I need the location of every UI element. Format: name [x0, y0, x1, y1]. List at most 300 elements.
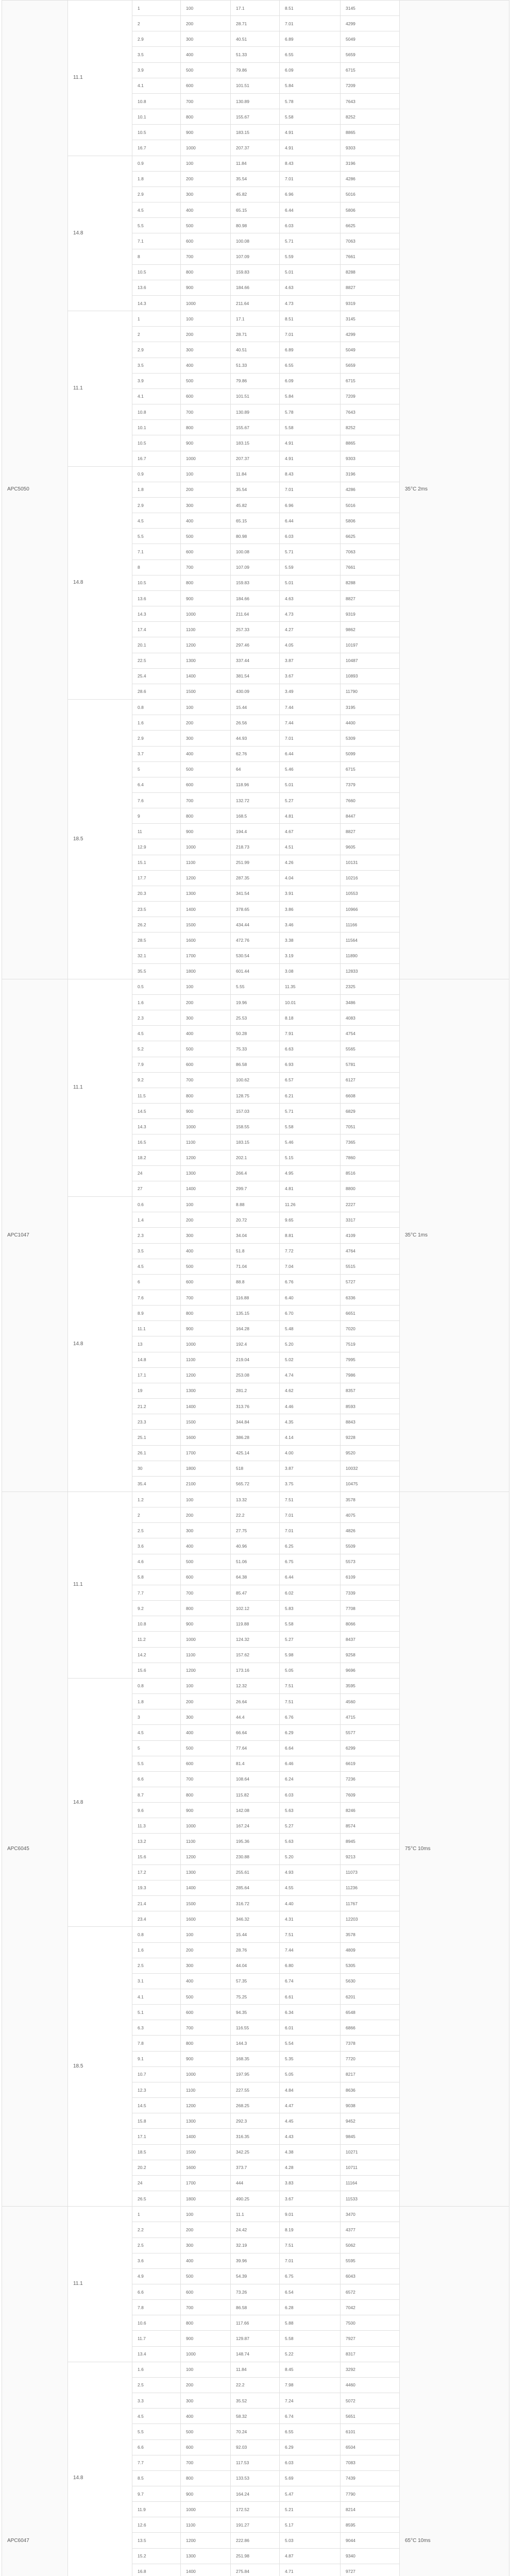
- rpm-cell: 8800: [341, 1181, 400, 1196]
- power-cell: 281.2: [231, 1383, 280, 1398]
- power-cell: 100.08: [231, 233, 280, 249]
- throttle-cell: 100: [181, 979, 231, 994]
- power-cell: 81.4: [231, 1756, 280, 1771]
- throttle-cell: 800: [181, 1306, 231, 1321]
- power-cell: 17.1: [231, 1, 280, 16]
- power-cell: 444: [231, 2175, 280, 2191]
- rpm-cell: 8595: [341, 2517, 400, 2533]
- current-cell: 13.6: [132, 590, 181, 606]
- throttle-cell: 700: [181, 93, 231, 109]
- power-cell: 167.24: [231, 1818, 280, 1834]
- current-cell: 3.1: [132, 1973, 181, 1989]
- rpm-cell: 6201: [341, 1989, 400, 2005]
- throttle-cell: 600: [181, 2439, 231, 2455]
- rpm-cell: 9862: [341, 622, 400, 637]
- efficiency-cell: 4.45: [280, 2113, 341, 2129]
- efficiency-cell: 6.21: [280, 1088, 341, 1103]
- throttle-cell: 800: [181, 109, 231, 125]
- throttle-cell: 1500: [181, 2144, 231, 2160]
- efficiency-cell: 6.24: [280, 1771, 341, 1787]
- efficiency-cell: 5.02: [280, 1352, 341, 1367]
- power-cell: 101.51: [231, 388, 280, 404]
- power-cell: 275.84: [231, 2564, 280, 2576]
- current-cell: 24: [132, 2175, 181, 2191]
- current-cell: 14.2: [132, 1647, 181, 1663]
- voltage-cell: 18.5: [68, 700, 132, 979]
- power-cell: 316.35: [231, 2129, 280, 2144]
- current-cell: 1.6: [132, 1942, 181, 1958]
- power-cell: 297.46: [231, 637, 280, 653]
- power-cell: 8.88: [231, 1197, 280, 1212]
- current-cell: 14.8: [132, 1352, 181, 1367]
- current-cell: 1.8: [132, 482, 181, 497]
- efficiency-cell: 6.74: [280, 1973, 341, 1989]
- power-cell: 230.88: [231, 1849, 280, 1865]
- current-cell: 4.5: [132, 513, 181, 529]
- rpm-cell: 7209: [341, 388, 400, 404]
- efficiency-cell: 3.87: [280, 1461, 341, 1476]
- current-cell: 2.5: [132, 2377, 181, 2393]
- current-cell: 15.2: [132, 2548, 181, 2564]
- throttle-cell: 1000: [181, 1336, 231, 1352]
- power-cell: 425.14: [231, 1445, 280, 1461]
- current-cell: 0.8: [132, 1927, 181, 1942]
- power-cell: 86.58: [231, 1057, 280, 1072]
- throttle-cell: 400: [181, 202, 231, 218]
- test-condition-cell: 35°C 2ms: [400, 1, 509, 979]
- efficiency-cell: 6.09: [280, 62, 341, 78]
- current-cell: 16.7: [132, 451, 181, 466]
- model-cell: APC6047: [2, 2207, 68, 2576]
- throttle-cell: 300: [181, 2238, 231, 2253]
- throttle-cell: 800: [181, 1787, 231, 1802]
- efficiency-cell: 4.73: [280, 606, 341, 622]
- current-cell: 10.7: [132, 2066, 181, 2082]
- current-cell: 1.8: [132, 1694, 181, 1709]
- current-cell: 10.5: [132, 125, 181, 140]
- current-cell: 7.8: [132, 2300, 181, 2315]
- throttle-cell: 200: [181, 2222, 231, 2238]
- efficiency-cell: 11.35: [280, 979, 341, 994]
- power-cell: 601.44: [231, 963, 280, 979]
- efficiency-cell: 4.63: [280, 590, 341, 606]
- efficiency-cell: 5.46: [280, 761, 341, 777]
- rpm-cell: 7995: [341, 1352, 400, 1367]
- rpm-cell: 6109: [341, 1569, 400, 1585]
- throttle-cell: 1000: [181, 839, 231, 855]
- efficiency-cell: 5.71: [280, 544, 341, 560]
- power-cell: 71.04: [231, 1259, 280, 1274]
- power-cell: 26.56: [231, 715, 280, 731]
- rpm-cell: 11564: [341, 933, 400, 948]
- efficiency-cell: 4.26: [280, 855, 341, 870]
- throttle-cell: 700: [181, 1585, 231, 1600]
- throttle-cell: 900: [181, 590, 231, 606]
- rpm-cell: 3196: [341, 156, 400, 171]
- rpm-cell: 11890: [341, 948, 400, 963]
- power-cell: 378.65: [231, 902, 280, 917]
- throttle-cell: 800: [181, 264, 231, 280]
- efficiency-cell: 5.27: [280, 1632, 341, 1647]
- rpm-cell: 9044: [341, 2533, 400, 2548]
- efficiency-cell: 3.38: [280, 933, 341, 948]
- throttle-cell: 800: [181, 2470, 231, 2486]
- efficiency-cell: 4.47: [280, 2098, 341, 2113]
- throttle-cell: 1600: [181, 1430, 231, 1445]
- rpm-cell: 5595: [341, 2253, 400, 2268]
- throttle-cell: 700: [181, 2020, 231, 2036]
- current-cell: 1.2: [132, 1492, 181, 1507]
- current-cell: 5.5: [132, 218, 181, 233]
- power-cell: 207.37: [231, 451, 280, 466]
- power-cell: 11.84: [231, 466, 280, 482]
- power-cell: 22.2: [231, 2377, 280, 2393]
- efficiency-cell: 4.43: [280, 2129, 341, 2144]
- throttle-cell: 600: [181, 2005, 231, 2020]
- power-cell: 342.25: [231, 2144, 280, 2160]
- power-cell: 100.62: [231, 1072, 280, 1088]
- current-cell: 1.4: [132, 1212, 181, 1228]
- power-cell: 341.54: [231, 886, 280, 901]
- power-cell: 51.33: [231, 358, 280, 373]
- voltage-cell: 14.8: [68, 2362, 132, 2576]
- rpm-cell: 7209: [341, 78, 400, 93]
- efficiency-cell: 6.34: [280, 2005, 341, 2020]
- test-condition-cell: 65°C 10ms: [400, 2207, 509, 2576]
- rpm-cell: 5062: [341, 2238, 400, 2253]
- rpm-cell: 4299: [341, 327, 400, 342]
- power-cell: 119.88: [231, 1616, 280, 1632]
- efficiency-cell: 6.57: [280, 1072, 341, 1088]
- rpm-cell: 6715: [341, 62, 400, 78]
- rpm-cell: 8593: [341, 1399, 400, 1414]
- current-cell: 28.5: [132, 933, 181, 948]
- power-cell: 116.55: [231, 2020, 280, 2036]
- power-cell: 130.89: [231, 93, 280, 109]
- efficiency-cell: 6.29: [280, 1725, 341, 1740]
- throttle-cell: 600: [181, 544, 231, 560]
- current-cell: 27: [132, 1181, 181, 1196]
- efficiency-cell: 5.27: [280, 792, 341, 808]
- rpm-cell: 10216: [341, 870, 400, 886]
- rpm-cell: 7339: [341, 1585, 400, 1600]
- power-cell: 157.62: [231, 1647, 280, 1663]
- current-cell: 3: [132, 1709, 181, 1725]
- throttle-cell: 1400: [181, 902, 231, 917]
- current-cell: 14.5: [132, 2098, 181, 2113]
- rpm-cell: 8066: [341, 1616, 400, 1632]
- current-cell: 18.5: [132, 2144, 181, 2160]
- current-cell: 4.1: [132, 1989, 181, 2005]
- current-cell: 22.5: [132, 653, 181, 668]
- rpm-cell: 2227: [341, 1197, 400, 1212]
- power-cell: 44.04: [231, 1958, 280, 1973]
- rpm-cell: 5305: [341, 1958, 400, 1973]
- efficiency-cell: 5.84: [280, 388, 341, 404]
- power-cell: 88.8: [231, 1274, 280, 1290]
- throttle-cell: 1100: [181, 2082, 231, 2097]
- throttle-cell: 1800: [181, 1461, 231, 1476]
- efficiency-cell: 7.01: [280, 2253, 341, 2268]
- efficiency-cell: 4.73: [280, 295, 341, 311]
- current-cell: 12.9: [132, 839, 181, 855]
- current-cell: 2: [132, 1507, 181, 1523]
- rpm-cell: 6619: [341, 1756, 400, 1771]
- power-cell: 155.67: [231, 420, 280, 435]
- power-cell: 75.25: [231, 1989, 280, 2005]
- rpm-cell: 12833: [341, 963, 400, 979]
- power-cell: 11.1: [231, 2207, 280, 2222]
- table-row: [2, 979, 509, 994]
- efficiency-cell: 6.55: [280, 47, 341, 62]
- throttle-cell: 1000: [181, 295, 231, 311]
- power-cell: 128.75: [231, 1088, 280, 1103]
- throttle-cell: 1300: [181, 653, 231, 668]
- rpm-cell: 6127: [341, 1072, 400, 1088]
- efficiency-cell: 8.81: [280, 1228, 341, 1243]
- efficiency-cell: 6.54: [280, 2284, 341, 2299]
- power-cell: 227.55: [231, 2082, 280, 2097]
- rpm-cell: 6715: [341, 761, 400, 777]
- throttle-cell: 600: [181, 777, 231, 792]
- rpm-cell: 10271: [341, 2144, 400, 2160]
- power-cell: 15.44: [231, 1927, 280, 1942]
- throttle-cell: 800: [181, 1601, 231, 1616]
- power-cell: 64.38: [231, 1569, 280, 1585]
- throttle-cell: 1000: [181, 606, 231, 622]
- current-cell: 3.5: [132, 358, 181, 373]
- efficiency-cell: 4.14: [280, 1430, 341, 1445]
- power-cell: 20.72: [231, 1212, 280, 1228]
- throttle-cell: 100: [181, 1927, 231, 1942]
- current-cell: 17.4: [132, 622, 181, 637]
- throttle-cell: 300: [181, 1709, 231, 1725]
- throttle-cell: 300: [181, 498, 231, 513]
- rpm-cell: 5309: [341, 731, 400, 746]
- power-cell: 26.64: [231, 1694, 280, 1709]
- efficiency-cell: 5.58: [280, 1616, 341, 1632]
- efficiency-cell: 4.67: [280, 824, 341, 839]
- efficiency-cell: 6.64: [280, 1740, 341, 1756]
- current-cell: 15.8: [132, 2113, 181, 2129]
- rpm-cell: 8447: [341, 808, 400, 824]
- throttle-cell: 400: [181, 1243, 231, 1259]
- efficiency-cell: 5.78: [280, 93, 341, 109]
- efficiency-cell: 6.25: [280, 1538, 341, 1554]
- throttle-cell: 1700: [181, 948, 231, 963]
- power-cell: 40.51: [231, 31, 280, 47]
- power-cell: 22.2: [231, 1507, 280, 1523]
- current-cell: 25.4: [132, 668, 181, 684]
- throttle-cell: 700: [181, 404, 231, 420]
- power-cell: 130.89: [231, 404, 280, 420]
- throttle-cell: 700: [181, 560, 231, 575]
- rpm-cell: 8357: [341, 1383, 400, 1398]
- efficiency-cell: 5.58: [280, 109, 341, 125]
- throttle-cell: 100: [181, 1678, 231, 1693]
- current-cell: 10.1: [132, 109, 181, 125]
- rpm-cell: 5509: [341, 1538, 400, 1554]
- efficiency-cell: 7.44: [280, 1942, 341, 1958]
- efficiency-cell: 4.81: [280, 808, 341, 824]
- efficiency-cell: 5.05: [280, 2066, 341, 2082]
- throttle-cell: 1200: [181, 1663, 231, 1678]
- power-cell: 373.7: [231, 2160, 280, 2175]
- current-cell: 10.5: [132, 435, 181, 451]
- efficiency-cell: 5.17: [280, 2517, 341, 2533]
- throttle-cell: 300: [181, 31, 231, 47]
- rpm-cell: 4286: [341, 482, 400, 497]
- power-cell: 192.4: [231, 1336, 280, 1352]
- efficiency-cell: 7.04: [280, 1259, 341, 1274]
- throttle-cell: 1600: [181, 2160, 231, 2175]
- throttle-cell: 500: [181, 529, 231, 544]
- rpm-cell: 10966: [341, 902, 400, 917]
- throttle-cell: 1200: [181, 637, 231, 653]
- efficiency-cell: 7.01: [280, 731, 341, 746]
- throttle-cell: 1200: [181, 2533, 231, 2548]
- efficiency-cell: 8.18: [280, 1010, 341, 1026]
- throttle-cell: 500: [181, 1259, 231, 1274]
- current-cell: 9.1: [132, 2051, 181, 2066]
- power-cell: 32.19: [231, 2238, 280, 2253]
- power-cell: 386.28: [231, 1430, 280, 1445]
- efficiency-cell: 7.01: [280, 16, 341, 31]
- current-cell: 24: [132, 1165, 181, 1181]
- throttle-cell: 600: [181, 1569, 231, 1585]
- efficiency-cell: 7.91: [280, 1026, 341, 1041]
- rpm-cell: 9303: [341, 451, 400, 466]
- throttle-cell: 1200: [181, 1367, 231, 1383]
- rpm-cell: 6608: [341, 1088, 400, 1103]
- power-cell: 65.15: [231, 202, 280, 218]
- rpm-cell: 4826: [341, 1523, 400, 1538]
- power-cell: 50.28: [231, 1026, 280, 1041]
- throttle-cell: 300: [181, 1958, 231, 1973]
- power-cell: 28.71: [231, 16, 280, 31]
- throttle-cell: 200: [181, 2377, 231, 2393]
- efficiency-cell: 6.46: [280, 1756, 341, 1771]
- current-cell: 17.7: [132, 870, 181, 886]
- throttle-cell: 700: [181, 1072, 231, 1088]
- throttle-cell: 100: [181, 311, 231, 327]
- power-cell: 107.09: [231, 560, 280, 575]
- rpm-cell: 5781: [341, 1057, 400, 1072]
- efficiency-cell: 4.95: [280, 1165, 341, 1181]
- current-cell: 4.1: [132, 78, 181, 93]
- rpm-cell: 5565: [341, 1041, 400, 1057]
- power-cell: 65.15: [231, 513, 280, 529]
- power-cell: 253.08: [231, 1367, 280, 1383]
- current-cell: 4.5: [132, 1725, 181, 1740]
- throttle-cell: 100: [181, 1492, 231, 1507]
- power-cell: 266.4: [231, 1165, 280, 1181]
- rpm-cell: 8945: [341, 1834, 400, 1849]
- power-cell: 344.84: [231, 1414, 280, 1430]
- current-cell: 1.6: [132, 995, 181, 1010]
- current-cell: 3.6: [132, 1538, 181, 1554]
- power-cell: 211.64: [231, 295, 280, 311]
- power-cell: 184.66: [231, 590, 280, 606]
- power-cell: 116.88: [231, 1290, 280, 1305]
- throttle-cell: 1500: [181, 684, 231, 699]
- throttle-cell: 100: [181, 156, 231, 171]
- throttle-cell: 700: [181, 1290, 231, 1305]
- rpm-cell: 8252: [341, 109, 400, 125]
- rpm-cell: 4764: [341, 1243, 400, 1259]
- current-cell: 0.8: [132, 1678, 181, 1693]
- power-cell: 194.4: [231, 824, 280, 839]
- power-cell: 168.5: [231, 808, 280, 824]
- throttle-cell: 1000: [181, 2346, 231, 2362]
- throttle-cell: 700: [181, 249, 231, 264]
- current-cell: 35.4: [132, 1476, 181, 1492]
- power-cell: 172.52: [231, 2502, 280, 2517]
- efficiency-cell: 7.24: [280, 2393, 341, 2409]
- throttle-cell: 100: [181, 466, 231, 482]
- rpm-cell: 11073: [341, 1865, 400, 1880]
- rpm-cell: 8865: [341, 435, 400, 451]
- power-cell: 313.76: [231, 1399, 280, 1414]
- voltage-cell: 14.8: [68, 156, 132, 311]
- throttle-cell: 200: [181, 1694, 231, 1709]
- power-cell: 58.32: [231, 2409, 280, 2424]
- throttle-cell: 300: [181, 1228, 231, 1243]
- current-cell: 2.9: [132, 498, 181, 513]
- rpm-cell: 8288: [341, 575, 400, 590]
- power-cell: 346.32: [231, 1911, 280, 1927]
- throttle-cell: 1200: [181, 1150, 231, 1165]
- rpm-cell: 3145: [341, 1, 400, 16]
- power-cell: 115.82: [231, 1787, 280, 1802]
- efficiency-cell: 3.75: [280, 1476, 341, 1492]
- power-cell: 155.67: [231, 109, 280, 125]
- power-cell: 158.55: [231, 1119, 280, 1134]
- throttle-cell: 400: [181, 1538, 231, 1554]
- throttle-cell: 800: [181, 1088, 231, 1103]
- current-cell: 14.3: [132, 1119, 181, 1134]
- power-cell: 12.32: [231, 1678, 280, 1693]
- throttle-cell: 1400: [181, 1880, 231, 1895]
- current-cell: 2.9: [132, 342, 181, 358]
- current-cell: 20.3: [132, 886, 181, 901]
- rpm-cell: 5573: [341, 1554, 400, 1569]
- efficiency-cell: 7.98: [280, 2377, 341, 2393]
- rpm-cell: 3196: [341, 466, 400, 482]
- rpm-cell: 7720: [341, 2051, 400, 2066]
- current-cell: 20.2: [132, 2160, 181, 2175]
- current-cell: 7.8: [132, 2036, 181, 2051]
- throttle-cell: 500: [181, 1740, 231, 1756]
- rpm-cell: 6572: [341, 2284, 400, 2299]
- efficiency-cell: 6.70: [280, 1306, 341, 1321]
- voltage-cell: 18.5: [68, 1927, 132, 2207]
- efficiency-cell: 4.87: [280, 2548, 341, 2564]
- model-cell: APC5050: [2, 1, 68, 979]
- voltage-cell: 14.8: [68, 466, 132, 699]
- power-cell: 118.96: [231, 777, 280, 792]
- rpm-cell: 4286: [341, 171, 400, 187]
- rpm-cell: 3292: [341, 2362, 400, 2377]
- throttle-cell: 600: [181, 233, 231, 249]
- throttle-cell: 1100: [181, 1352, 231, 1367]
- throttle-cell: 300: [181, 1010, 231, 1026]
- current-cell: 7.7: [132, 2455, 181, 2470]
- current-cell: 21.2: [132, 1399, 181, 1414]
- efficiency-cell: 11.26: [280, 1197, 341, 1212]
- voltage-cell: 11.1: [68, 979, 132, 1196]
- current-cell: 2.3: [132, 1228, 181, 1243]
